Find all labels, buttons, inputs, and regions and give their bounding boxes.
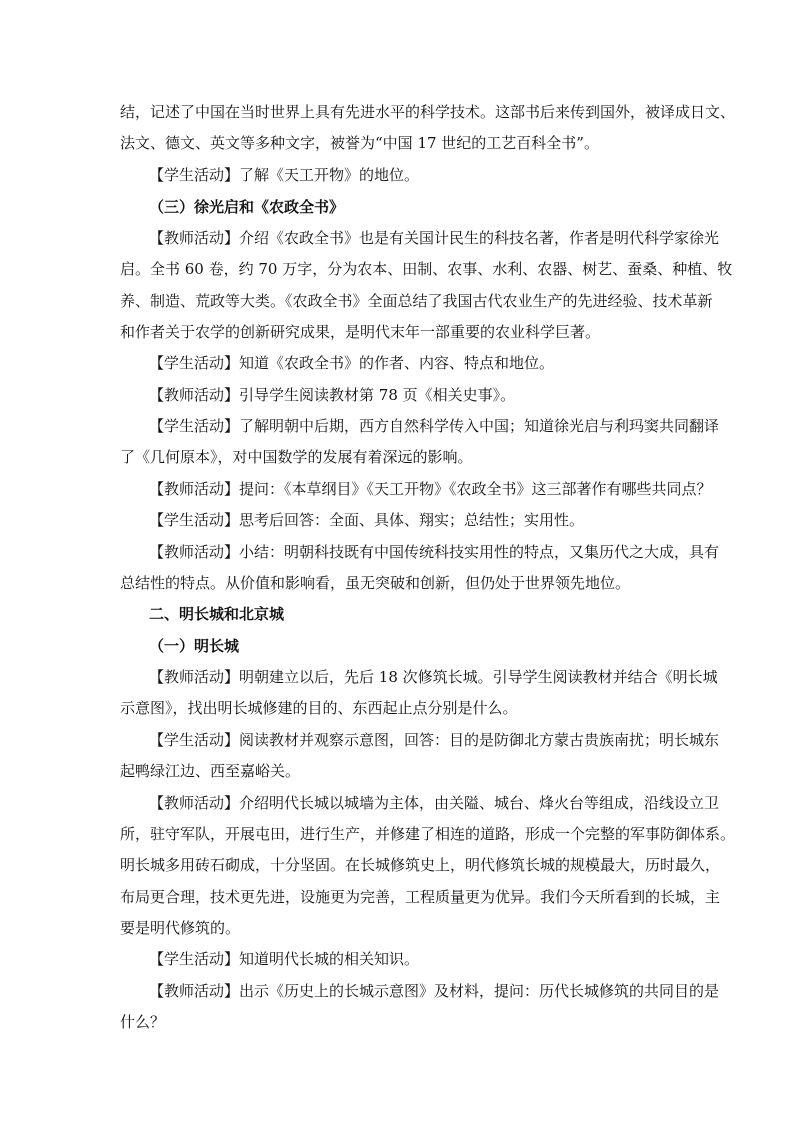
paragraph-line: 法文、德文、英文等多种文字，被誉为“中国 17 世纪的工艺百科全书”。 bbox=[120, 134, 599, 152]
student-activity-line: 【学生活动】阅读教材并观察示意图，回答：目的是防御北方蒙古贵族南扰；明长城东 bbox=[149, 731, 720, 749]
teacher-activity-line: 【教师活动】出示《历史上的长城示意图》及材料，提问：历代长城修筑的共同目的是 bbox=[149, 982, 720, 1000]
paragraph-line: 示意图》，找出明长城修建的目的、东西起止点分别是什么。 bbox=[120, 699, 518, 717]
paragraph-line: 养、制造、荒政等大类。《农政全书》全面总结了我国古代农业生产的先进经验、技术革新 bbox=[120, 292, 713, 310]
teacher-activity-line: 【教师活动】介绍明代长城以城墙为主体，由关隘、城台、烽火台等组成，沿线设立卫 bbox=[149, 794, 720, 812]
paragraph-line: 什么？ bbox=[120, 1013, 166, 1031]
paragraph-line: 布局更合理，技术更先进，设施更为完善，工程质量更为优异。我们今天所看到的长城，主 bbox=[120, 888, 721, 906]
teacher-activity-line: 【教师活动】引导学生阅读教材第 78 页《相关史事》。 bbox=[149, 386, 516, 404]
paragraph-line: 起鸭绿江边、西至嘉峪关。 bbox=[120, 762, 301, 780]
paragraph-line: 和作者关于农学的创新研究成果，是明代末年一部重要的农业科学巨著。 bbox=[120, 323, 601, 341]
paragraph-line: 结，记述了中国在当时世界上具有先进水平的科学技术。这部书后来传到国外，被译成日文、 bbox=[120, 103, 736, 121]
paragraph-line: 明长城多用砖石砌成，十分坚固。在长城修筑史上，明代修筑长城的规模最大，历时最久， bbox=[120, 856, 721, 874]
paragraph-line: 启。全书 60 卷，约 70 万字，分为农本、田制、农事、水利、农器、树艺、蚕桑、种植、牧 bbox=[120, 260, 733, 278]
teacher-activity-line: 【教师活动】介绍《农政全书》也是有关国计民生的科技名著，作者是明代科学家徐光 bbox=[149, 229, 720, 247]
teacher-activity-line: 【教师活动】小结：明朝科技既有中国传统科技实用性的特点，又集历代之大成，具有 bbox=[149, 543, 720, 561]
section-heading: 二、明长城和北京城 bbox=[149, 605, 285, 623]
student-activity-line: 【学生活动】了解《天工开物》的地位。 bbox=[149, 166, 420, 184]
paragraph-line: 了《几何原本》，对中国数学的发展有着深远的影响。 bbox=[120, 448, 473, 466]
student-activity-line: 【学生活动】知道《农政全书》的作者、内容、特点和地位。 bbox=[149, 354, 555, 372]
teacher-activity-line: 【教师活动】提问：《本草纲目》《天工开物》《农政全书》这三部著作有哪些共同点？ bbox=[149, 480, 712, 498]
student-activity-line: 【学生活动】了解明朝中后期，西方自然科学传入中国；知道徐光启与利玛窦共同翻译 bbox=[149, 417, 720, 435]
paragraph-line: 要是明代修筑的。 bbox=[120, 919, 241, 937]
student-activity-line: 【学生活动】知道明代长城的相关知识。 bbox=[149, 950, 420, 968]
teacher-activity-line: 【教师活动】明朝建立以后，先后 18 次修筑长城。引导学生阅读教材并结合《明长城 bbox=[149, 668, 718, 686]
paragraph-line: 所，驻守军队，开展屯田，进行生产，并修建了相连的道路，形成一个完整的军事防御体系。 bbox=[120, 825, 736, 843]
student-activity-line: 【学生活动】思考后回答：全面、具体、翔实；总结性；实用性。 bbox=[149, 511, 585, 529]
subsection-heading: （一）明长城 bbox=[149, 637, 240, 655]
paragraph-line: 总结性的特点。从价值和影响看，虽无突破和创新，但仍处于世界领先地位。 bbox=[120, 574, 631, 592]
section-heading: （三）徐光启和《农政全书》 bbox=[149, 198, 345, 216]
